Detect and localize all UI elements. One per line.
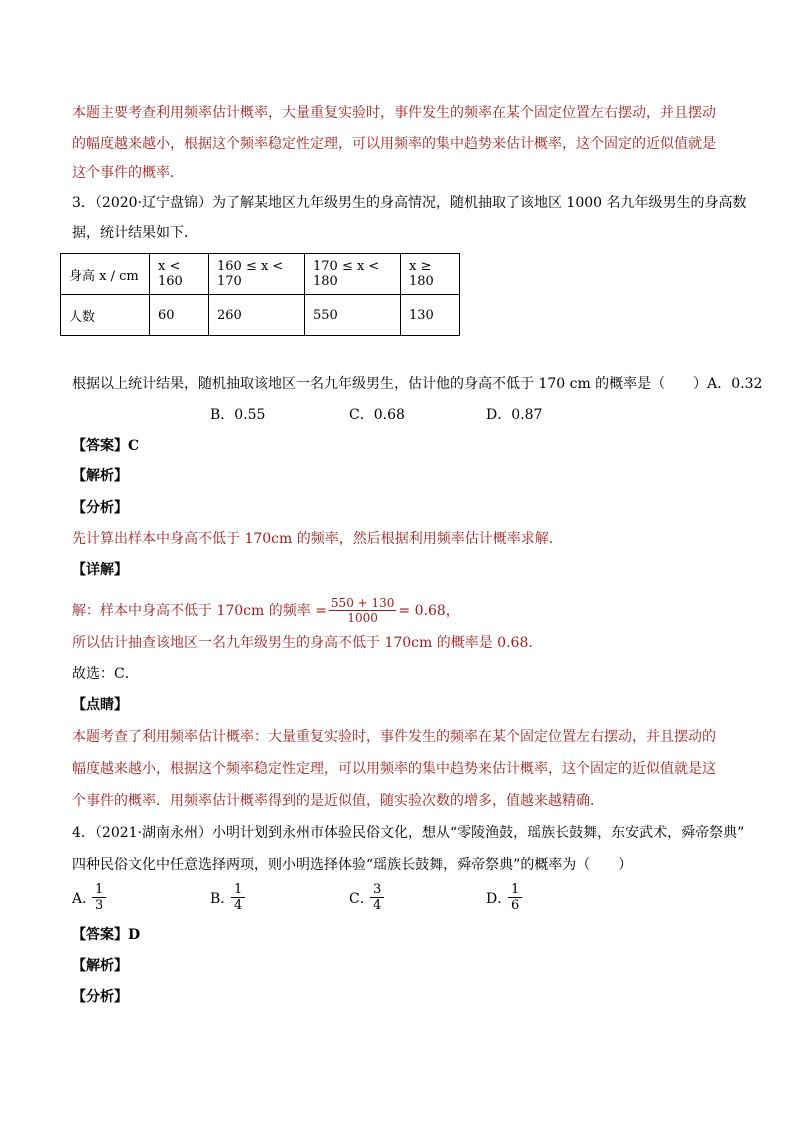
table-row bbox=[61, 295, 460, 336]
q3-xiangjie-heading: 【详解】 bbox=[72, 562, 128, 578]
q3-answer: 【答案】C bbox=[72, 438, 140, 454]
q3-note-line-2: 幅度越来越小，根据这个频率稳定性定理，可以用频率的集中趋势来估计概率，这个固定的近似值就是这 bbox=[72, 761, 716, 777]
q3-question: 根据以上统计结果，随机抽取该地区一名九年级男生，估计他的身高不低于 170 cm 的概率是（ ）A．0.32 bbox=[72, 376, 763, 392]
table-cell: 人数 bbox=[61, 295, 150, 336]
q4-answer: 【答案】D bbox=[72, 927, 141, 943]
q4-option-d-label: D． bbox=[486, 891, 512, 907]
q4-fenxi-heading: 【分析】 bbox=[72, 989, 128, 1005]
q4-option-c-label: C． bbox=[349, 891, 374, 907]
table-cell: 260 bbox=[209, 295, 305, 336]
fraction-denominator: 4 bbox=[373, 898, 382, 913]
q3-jiexi-heading: 【解析】 bbox=[72, 468, 128, 484]
q3-fenxi-heading: 【分析】 bbox=[72, 500, 128, 516]
calc-numerator: 550 + 130 bbox=[330, 596, 395, 610]
table-cell: 身高 x / cm bbox=[61, 254, 150, 295]
intro-line-1: 本题主要考查利用频率估计概率，大量重复实验时，事件发生的频率在某个固定位置左右摆动，并且摆动 bbox=[72, 105, 716, 121]
q4-jiexi-heading: 【解析】 bbox=[72, 958, 128, 974]
q4-option-b-fraction bbox=[231, 882, 245, 913]
calc-suffix: = 0.68， bbox=[398, 602, 460, 619]
table-cell: 160 ≤ x < 170 bbox=[209, 254, 305, 295]
q3-dianjing-heading: 【点睛】 bbox=[72, 697, 128, 713]
q3-stem-line-1: 3．（2020·辽宁盘锦）为了解某地区九年级男生的身高情况，随机抽取了该地区 1000 名九年级男生的身高数 bbox=[72, 195, 747, 211]
table-header-row bbox=[61, 254, 460, 295]
fraction-numerator: 1 bbox=[92, 882, 106, 898]
table-cell: x < 160 bbox=[150, 254, 209, 295]
table-cell: 130 bbox=[401, 295, 460, 336]
intro-line-3: 这个事件的概率． bbox=[72, 165, 184, 181]
q4-option-b-label: B． bbox=[210, 891, 235, 907]
q4-option-a-fraction bbox=[92, 882, 106, 913]
q3-calc-line bbox=[72, 596, 460, 625]
q4-option-c-fraction bbox=[370, 882, 384, 913]
q3-fenxi-text: 先计算出样本中身高不低于 170cm 的频率，然后根据利用频率估计概率求解． bbox=[72, 531, 563, 547]
q3-option-c: C．0.68 bbox=[349, 407, 405, 423]
q4-option-d-fraction bbox=[508, 882, 522, 913]
calc-fraction bbox=[329, 596, 397, 625]
q4-stem-line-2: 四种民俗文化中任意选择两项，则小明选择体验“瑶族长鼓舞，舜帝祭典”的概率为（ ） bbox=[72, 857, 633, 873]
q3-conclusion: 所以估计抽查该地区一名九年级男生的身高不低于 170cm 的概率是 0.68． bbox=[72, 635, 543, 651]
height-stat-table bbox=[60, 253, 460, 336]
fraction-denominator: 4 bbox=[234, 898, 243, 913]
calc-denominator: 1000 bbox=[347, 611, 378, 625]
fraction-denominator: 6 bbox=[511, 898, 520, 913]
q4-option-a-label: A． bbox=[72, 891, 97, 907]
q4-stem-line-1: 4．（2021·湖南永州）小明计划到永州市体验民俗文化，想从“零陵渔鼓，瑶族长鼓舞，东安武术，舜帝祭典” bbox=[72, 825, 745, 841]
q3-stem-line-2: 据，统计结果如下． bbox=[72, 225, 198, 241]
fraction-numerator: 1 bbox=[231, 882, 245, 898]
q3-note-line-3: 个事件的概率．用频率估计概率得到的是近似值，随实验次数的增多，值越来越精确． bbox=[72, 793, 604, 809]
table-cell: x ≥ 180 bbox=[401, 254, 460, 295]
calc-prefix: 解：样本中身高不低于 170cm 的频率 = bbox=[72, 602, 327, 619]
table-cell: 550 bbox=[305, 295, 401, 336]
fraction-numerator: 3 bbox=[370, 882, 384, 898]
q3-option-b: B．0.55 bbox=[210, 407, 266, 423]
q3-note-line-1: 本题考查了利用频率估计概率：大量重复实验时，事件发生的频率在某个固定位置左右摆动，并且摆动的 bbox=[72, 729, 716, 745]
table-cell: 170 ≤ x < 180 bbox=[305, 254, 401, 295]
q3-choose: 故选：C． bbox=[72, 666, 139, 682]
q3-option-d: D．0.87 bbox=[486, 407, 543, 423]
fraction-denominator: 3 bbox=[95, 898, 104, 913]
table-cell: 60 bbox=[150, 295, 209, 336]
intro-line-2: 的幅度越来越小，根据这个频率稳定性定理，可以用频率的集中趋势来估计概率，这个固定的近似值就是 bbox=[72, 136, 716, 152]
fraction-numerator: 1 bbox=[508, 882, 522, 898]
